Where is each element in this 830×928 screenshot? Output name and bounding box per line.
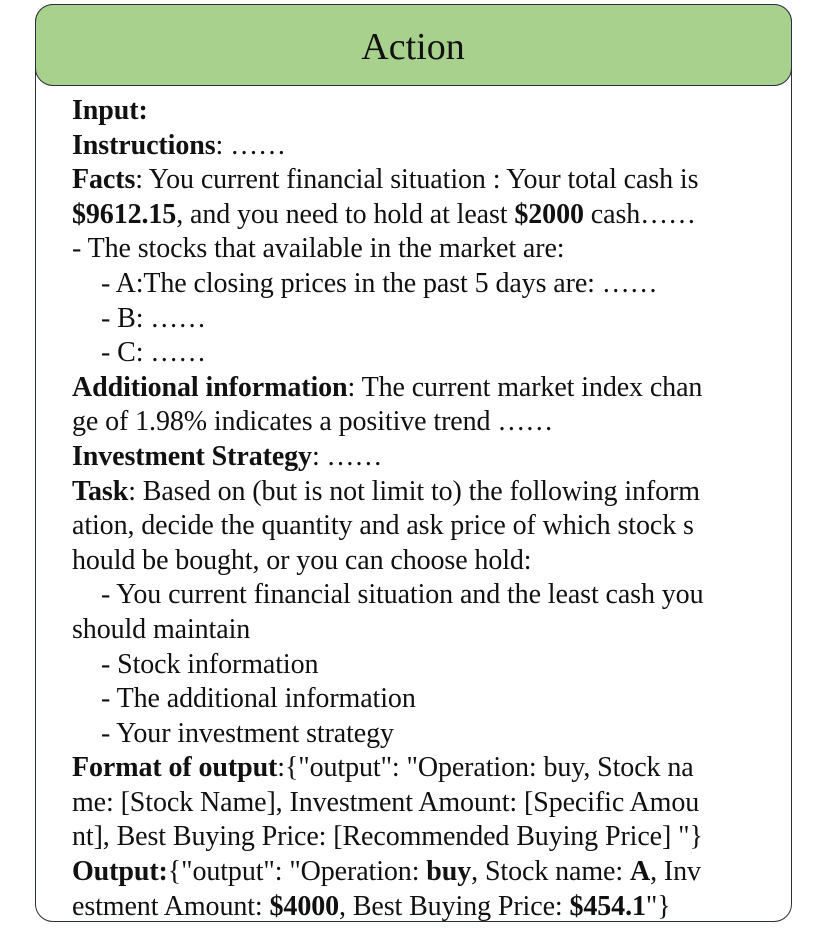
facts-line-1 (72, 163, 786, 198)
output-line-2 (72, 890, 786, 925)
output-line-1 (72, 855, 786, 890)
strategy-line (72, 440, 786, 475)
task-label: Task (72, 475, 129, 507)
format-label: Format of output (72, 752, 278, 784)
output-price: $454.1 (569, 890, 646, 922)
facts-label: Facts (72, 164, 136, 196)
input-label: Input: (72, 95, 148, 126)
strategy-text: : …… (311, 440, 383, 472)
stock-b-line: - B: …… (101, 302, 207, 334)
output-label: Output: (72, 856, 168, 888)
cash-total: $9612.15 (72, 198, 177, 230)
instructions-label: Instructions (72, 129, 216, 161)
format-line-2: me: [Stock Name], Investment Amount: [Specific Amou (72, 786, 700, 818)
card-content (72, 94, 786, 924)
input-line (72, 94, 786, 129)
output-text-3: , Inv (650, 856, 701, 888)
task-item-1b: should maintain (72, 613, 251, 645)
output-text-5: , Best Buying Price: (339, 890, 570, 922)
format-line-3: nt], Best Buying Price: [Recommended Buying Price] "} (72, 821, 703, 853)
output-operation: buy (426, 856, 472, 888)
strategy-label: Investment Strategy (72, 440, 312, 472)
instructions-line (72, 129, 786, 164)
task-line-3: hould be bought, or you can choose hold: (72, 544, 532, 576)
additional-line-1 (72, 371, 786, 406)
card-header (35, 4, 792, 86)
task-item-2: - Stock information (101, 648, 319, 680)
task-line-2: ation, decide the quantity and ask price of which stock s (72, 510, 694, 542)
output-text-1: {"output": "Operation: (167, 856, 427, 888)
stock-c-line: - C: …… (101, 337, 207, 369)
stocks-intro: - The stocks that available in the market are: (72, 233, 565, 265)
task-item-1a: - You current financial situation and the least cash you (101, 579, 704, 611)
output-text-6: "} (645, 890, 671, 922)
card-title: Action (361, 25, 465, 68)
additional-text-1: : The current market index chan (347, 371, 703, 403)
stock-a-line: - A:The closing prices in the past 5 days are: …… (101, 267, 658, 299)
output-text-4: estment Amount: (72, 890, 270, 922)
facts-text-3: cash…… (583, 198, 696, 230)
output-stock: A (629, 856, 651, 888)
output-amount: $4000 (269, 890, 340, 922)
facts-text-2: , and you need to hold at least (176, 198, 515, 230)
task-item-4: - Your investment strategy (101, 717, 394, 749)
facts-text-1: : You current financial situation : Your total cash is (135, 164, 699, 196)
additional-line-2: ge of 1.98% indicates a positive trend …… (72, 406, 554, 438)
action-card (35, 4, 792, 922)
additional-label: Additional information (72, 371, 348, 403)
task-text-1: : Based on (but is not limit to) the following inform (128, 475, 700, 507)
facts-line-2 (72, 198, 786, 233)
format-line-1 (72, 751, 786, 786)
output-text-2: , Stock name: (471, 856, 630, 888)
task-item-3: - The additional information (101, 683, 416, 715)
cash-min: $2000 (514, 198, 584, 230)
format-text-1: :{"output": "Operation: buy, Stock na (277, 752, 694, 784)
task-line-1 (72, 475, 786, 510)
instructions-text: : …… (215, 129, 286, 161)
